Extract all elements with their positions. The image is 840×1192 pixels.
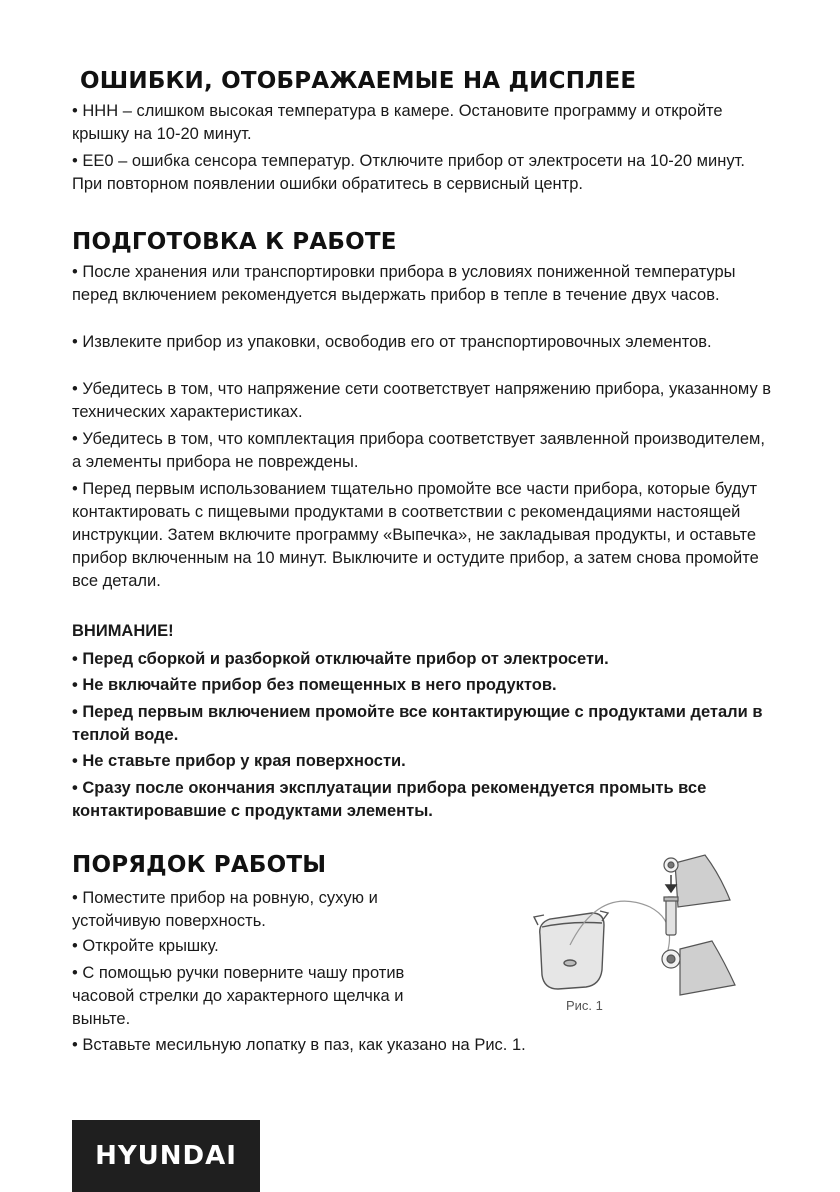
- bread-pan-illustration: [534, 911, 608, 989]
- arrow-down-icon: [666, 875, 676, 892]
- lower-paddle-illustration: [662, 941, 735, 995]
- warning-heading: ВНИМАНИЕ!: [72, 622, 174, 640]
- operation-item-4: • Вставьте месильную лопатку в паз, как указано на Рис. 1.: [72, 1036, 526, 1054]
- warning-item-3: • Перед первым включением промойте все контактирующие с продуктами детали в теплой воде.: [72, 703, 763, 744]
- warning-item-1: • Перед сборкой и разборкой отключайте прибор от электросети.: [72, 650, 609, 668]
- errors-item-2: • ЕЕ0 – ошибка сенсора температур. Отключите прибор от электросети на 10-20 минут. При повторном появлении ошибки обратитесь в сервисный центр.: [72, 152, 745, 193]
- warning-item-4: • Не ставьте прибор у края поверхности.: [72, 752, 406, 770]
- figure-paddle-install: [530, 845, 745, 1025]
- hyundai-logo: HYUNDAI: [72, 1120, 260, 1192]
- figure-caption: Рис. 1: [566, 998, 603, 1013]
- preparation-item-2: • Извлеките прибор из упаковки, освободив его от транспортировочных элементов.: [72, 333, 712, 351]
- operation-heading: ПОРЯДОК РАБОТЫ: [72, 852, 327, 878]
- errors-heading: ОШИБКИ, ОТОБРАЖАЕМЫЕ НА ДИСПЛЕЕ: [80, 68, 637, 94]
- warning-item-5: • Сразу после окончания эксплуатации прибора рекомендуется промыть все контактировавшие с продуктами элементы.: [72, 779, 707, 820]
- preparation-heading: ПОДГОТОВКА К РАБОТЕ: [72, 229, 397, 255]
- operation-item-2: • Откройте крышку.: [72, 937, 219, 955]
- errors-item-1: • ННН – слишком высокая температура в камере. Остановите программу и откройте крышку на 10-20 минут.: [72, 102, 723, 143]
- preparation-item-5: • Перед первым использованием тщательно промойте все части прибора, которые будут контактировать с пищевыми продуктами в соответствии с рекомендациями настоящей инструкции. Затем включите программу «Выпечка», не закладывая продукты, и оставьте прибор включенным на 10 минут. Выключите и остудите прибор, а затем снова промойте все детали.: [72, 480, 759, 590]
- shaft-pin-illustration: [664, 897, 678, 935]
- preparation-item-3: • Убедитесь в том, что напряжение сети соответствует напряжению прибора, указанному в технических характеристиках.: [72, 380, 772, 421]
- warning-item-2: • Не включайте прибор без помещенных в него продуктов.: [72, 676, 557, 694]
- operation-item-3: • С помощью ручки поверните чашу против часовой стрелки до характерного щелчка и выньте.: [72, 964, 405, 1028]
- preparation-item-1: • После хранения или транспортировки прибора в условиях пониженной температуры перед включением рекомендуется выдержать прибор в тепле в течение двух часов.: [72, 263, 736, 304]
- preparation-item-4: • Убедитесь в том, что комплектация прибора соответствует заявленной производителем, а элементы прибора не повреждены.: [72, 430, 765, 471]
- operation-item-1: • Поместите прибор на ровную, сухую и устойчивую поверхность.: [72, 889, 378, 930]
